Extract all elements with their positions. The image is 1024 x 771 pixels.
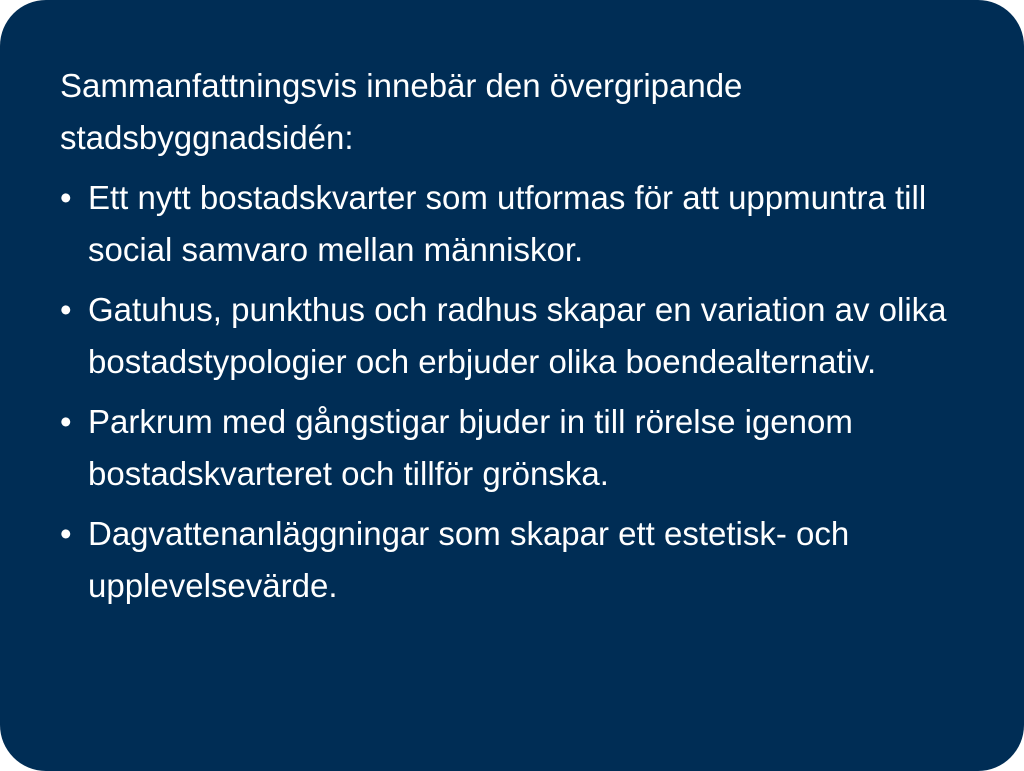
list-item (60, 284, 994, 388)
bullet-icon: • (60, 403, 72, 440)
list-item-text: Parkrum med gångstigar bjuder in till rörelse igenom bostadskvarteret och tillför grönska. (88, 403, 853, 492)
intro-text: Sammanfattningsvis innebär den övergripande stadsbyggnadsidén: (60, 67, 743, 156)
list-item-text: Gatuhus, punkthus och radhus skapar en variation av olika bostadstypologier och erbjuder olika boendealternativ. (88, 291, 947, 380)
bullet-icon: • (60, 291, 72, 328)
list-item-text: Dagvattenanläggningar som skapar ett estetisk- och upplevelsevärde. (88, 515, 850, 604)
list-item-text: Ett nytt bostadskvarter som utformas för att uppmuntra till social samvaro mellan människor. (88, 179, 927, 268)
bullet-icon: • (60, 179, 72, 216)
bullet-list (60, 172, 994, 612)
bullet-icon: • (60, 515, 72, 552)
list-item (60, 508, 994, 612)
list-item (60, 172, 994, 276)
list-item (60, 396, 994, 500)
